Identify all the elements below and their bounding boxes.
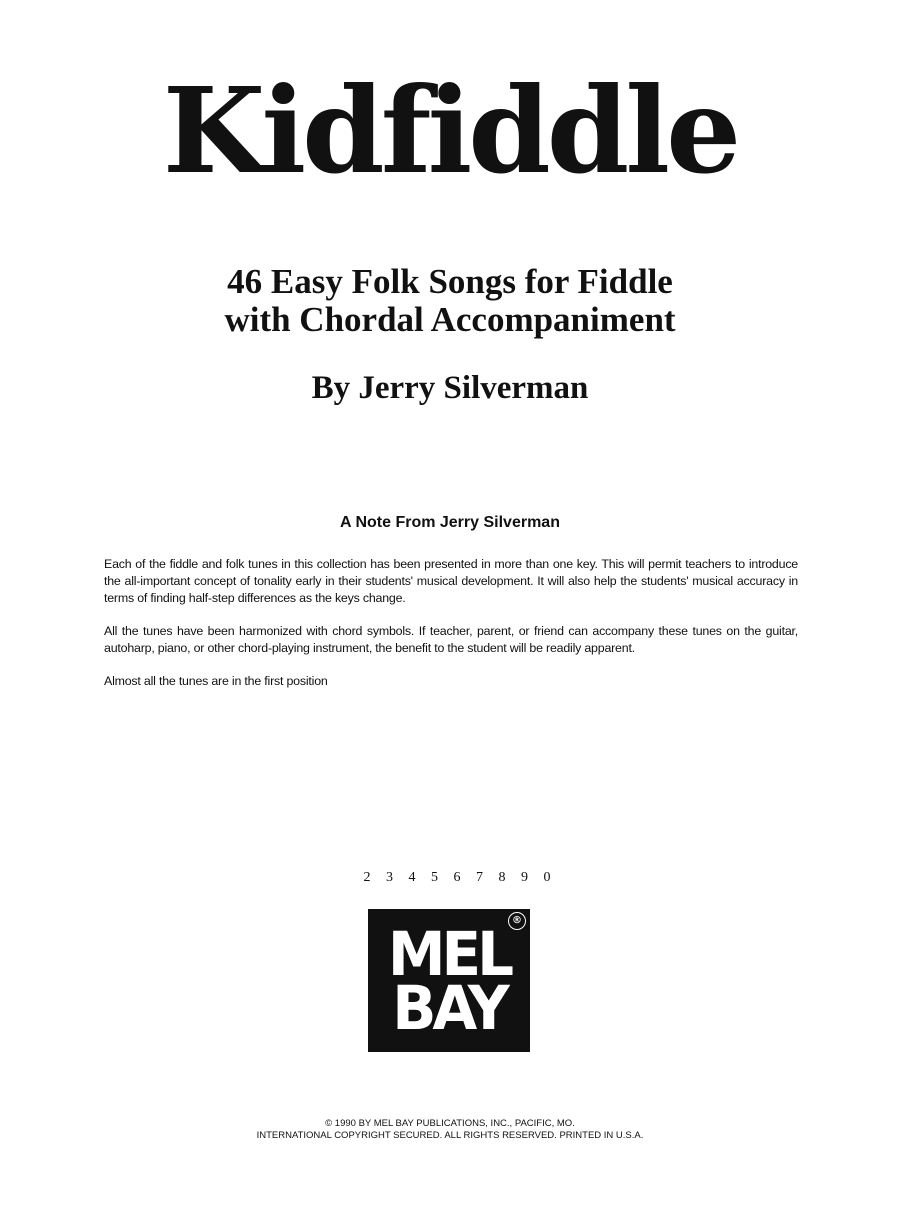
copyright-notice	[0, 1118, 900, 1142]
note-paragraph: Each of the fiddle and folk tunes in this collection has been presented in more than one key. This will permit teachers to introduce the all-important concept of tonality early in their students' musical development. It will also help the students' musical accuracy in terms of finding half-step differences as the keys change.	[104, 557, 798, 605]
subtitle-line-2: with Chordal Accompaniment	[224, 300, 676, 339]
book-subtitle	[0, 263, 900, 339]
note-body	[104, 556, 798, 706]
registered-trademark-icon: ®	[508, 912, 526, 930]
subtitle-line-1: 46 Easy Folk Songs for Fiddle	[227, 262, 673, 301]
logo-line-2: BAY	[392, 972, 506, 1044]
mel-bay-logo	[368, 909, 530, 1052]
printing-number-line: 2 3 4 5 6 7 8 9 0	[363, 870, 557, 885]
logo-line-1: MEL	[387, 918, 511, 990]
note-paragraph: Almost all the tunes are in the first position	[104, 674, 328, 688]
copyright-line-1: © 1990 BY MEL BAY PUBLICATIONS, INC., PACIFIC, MO.	[325, 1118, 575, 1129]
note-paragraph: All the tunes have been harmonized with chord symbols. If teacher, parent, or friend can accompany these tunes on the guitar, autoharp, piano, or other chord-playing instrument, the benefit to the student will be readily apparent.	[104, 624, 798, 655]
book-author: By Jerry Silverman	[311, 370, 589, 406]
copyright-line-2: INTERNATIONAL COPYRIGHT SECURED. ALL RIGHTS RESERVED. PRINTED IN U.S.A.	[256, 1130, 644, 1141]
note-heading: A Note From Jerry Silverman	[340, 514, 560, 531]
book-title: Kidfiddle	[162, 61, 738, 200]
